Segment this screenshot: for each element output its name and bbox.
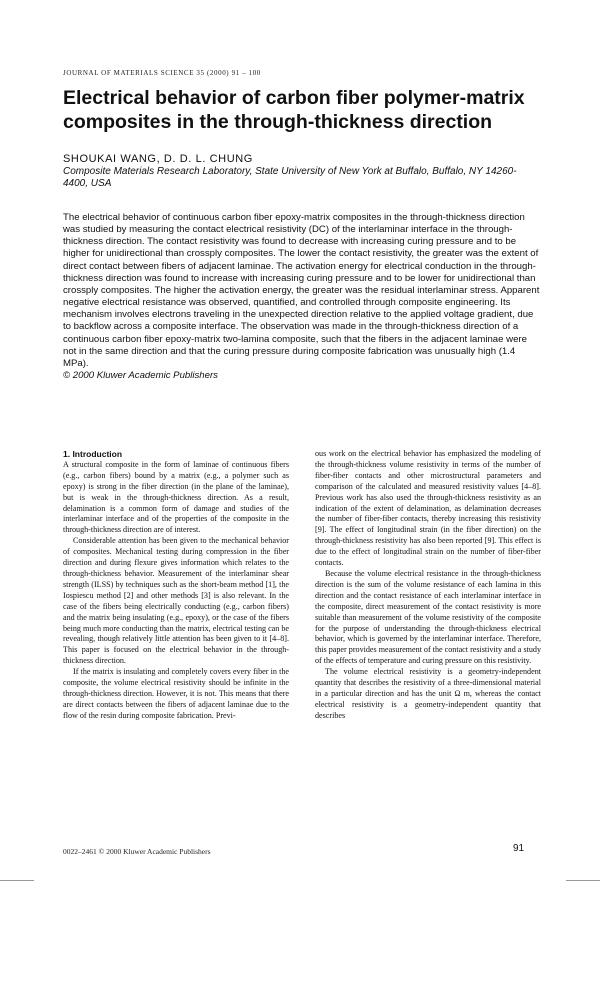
crop-mark-right bbox=[566, 880, 600, 881]
footer-issn-copyright: 0022–2461 © 2000 Kluwer Academic Publishers bbox=[63, 847, 211, 856]
page-number: 91 bbox=[513, 843, 525, 854]
abstract-copyright: © 2000 Kluwer Academic Publishers bbox=[63, 370, 218, 382]
authors: SHOUKAI WANG, D. D. L. CHUNG bbox=[63, 153, 253, 165]
paragraph: If the matrix is insulating and completely covers every fiber in the composite, the volume electrical resistivity should be infinite in the through-thickness direction. However, it is not. This means that there are direct contacts between the fibers of adjacent laminae due to the flow of the resin during composite fabrication. Previ- bbox=[63, 667, 289, 720]
paragraph: A structural composite in the form of laminae of continuous fibers (e.g., carbon fibers) bound by a matrix (e.g., a polymer such as epoxy) is strong in the fiber direction (in the plane of the laminae), but is weak in the through-thickness direction. As a result, delamination is a common form of damage and studies of the interlaminar interface and of the properties of the composite in the through-thickness direction are of interest. bbox=[63, 459, 289, 535]
paragraph: ous work on the electrical behavior has emphasized the modeling of the through-thickness volume resistivity in terms of the number of fiber-fiber contacts and other microstructural parameters and comparison of the calculated and measured resistivity values [4–8]. Previous work has also used the through-thickness resistivity as an indication of the extent of delamination, as delamination decreases the number of fiber-fiber contacts, thereby increasing this resistivity [9]. The effect of longitudinal strain (in the fiber direction) on the through-thickness resistivity has also been reported [9]. This effect is due to the effect of longitudinal strain on the number of fiber-fiber contacts. bbox=[315, 449, 541, 568]
abstract bbox=[63, 212, 541, 382]
abstract-text: The electrical behavior of continuous carbon fiber epoxy-matrix composites in the through-thickness direction was studied by measuring the contact electrical resistivity (DC) of the interlaminar interface in the through-thickness direction. The contact resistivity was found to decrease with increasing curing pressure and to be higher for unidirectional than crossply composites. The lower the contact resistivity, the greater was the extent of direct contact between fibers of adjacent laminae. The activation energy for electrical conduction in the through-thickness direction was found to increase with increasing curing pressure and to be lower for unidirectional than crossply composites. The higher the activation energy, the greater was the residual interlaminar stress. Apparent negative electrical resistance was observed, quantified, and controlled through composite engineering. Its mechanism involves electrons traveling in the unexpected direction relative to the applied voltage gradient, due to backflow across a composite interface. The observation was made in the through-thickness direction of a continuous carbon fiber epoxy-matrix two-lamina composite, such that the fibers in the adjacent laminae were not in the same direction and that the curing pressure during composite fabrication was unusually high (1.4 MPa). bbox=[63, 212, 540, 369]
paragraph: Because the volume electrical resistance in the through-thickness direction is the sum of the volume resistance of each lamina in this direction and the contact resistance of each interlaminar interface in the composite, direct measurement of the contact resistivity is more suitable than measurement of the volume resistivity of the composite for the purpose of understanding the through-thickness electrical behavior, which is governed by the interlaminar interface. Therefore, this paper provides measurement of the contact resistivity and a study of the effects of temperature and curing pressure on this resistivity. bbox=[315, 568, 541, 666]
article-title: Electrical behavior of carbon fiber polymer-matrix composites in the through-thickness direction bbox=[63, 87, 525, 133]
paragraph: The volume electrical resistivity is a geometry-independent quantity that describes the resistivity of a three-dimensional material in a particular direction and has the unit Ω m, whereas the contact electrical resistivity is a geometry-independent quantity that describes bbox=[315, 667, 541, 720]
left-column bbox=[63, 449, 289, 722]
section-heading-introduction: 1. Introduction bbox=[63, 449, 123, 459]
crop-mark-left bbox=[0, 880, 34, 881]
right-column bbox=[315, 449, 541, 722]
paragraph: Considerable attention has been given to the mechanical behavior of composites. Mechanical testing during compression in the fiber direction and during flexure gives information which relates to the through-thickness behavior. Measurement of the interlaminar shear strength (ILSS) by techniques such as the short-beam method [1], the Iospiescu method [2] and other methods [3] is also relevant. In the case of the fibers being electrically conducting (e.g., carbon fibers) and the matrix being insulating (e.g., epoxy), or the case of the fibers being much more conducting than the matrix, electrical testing can be revealing, though relatively little attention has been given to it [4–8]. This paper is focused on the electrical behavior in the through-thickness direction. bbox=[63, 536, 289, 666]
affiliation: Composite Materials Research Laboratory, State University of New York at Buffalo, Buffalo, NY 14260-4400, USA bbox=[63, 166, 517, 189]
journal-header: JOURNAL OF MATERIALS SCIENCE 35 (2000) 91 – 100 bbox=[63, 69, 261, 77]
